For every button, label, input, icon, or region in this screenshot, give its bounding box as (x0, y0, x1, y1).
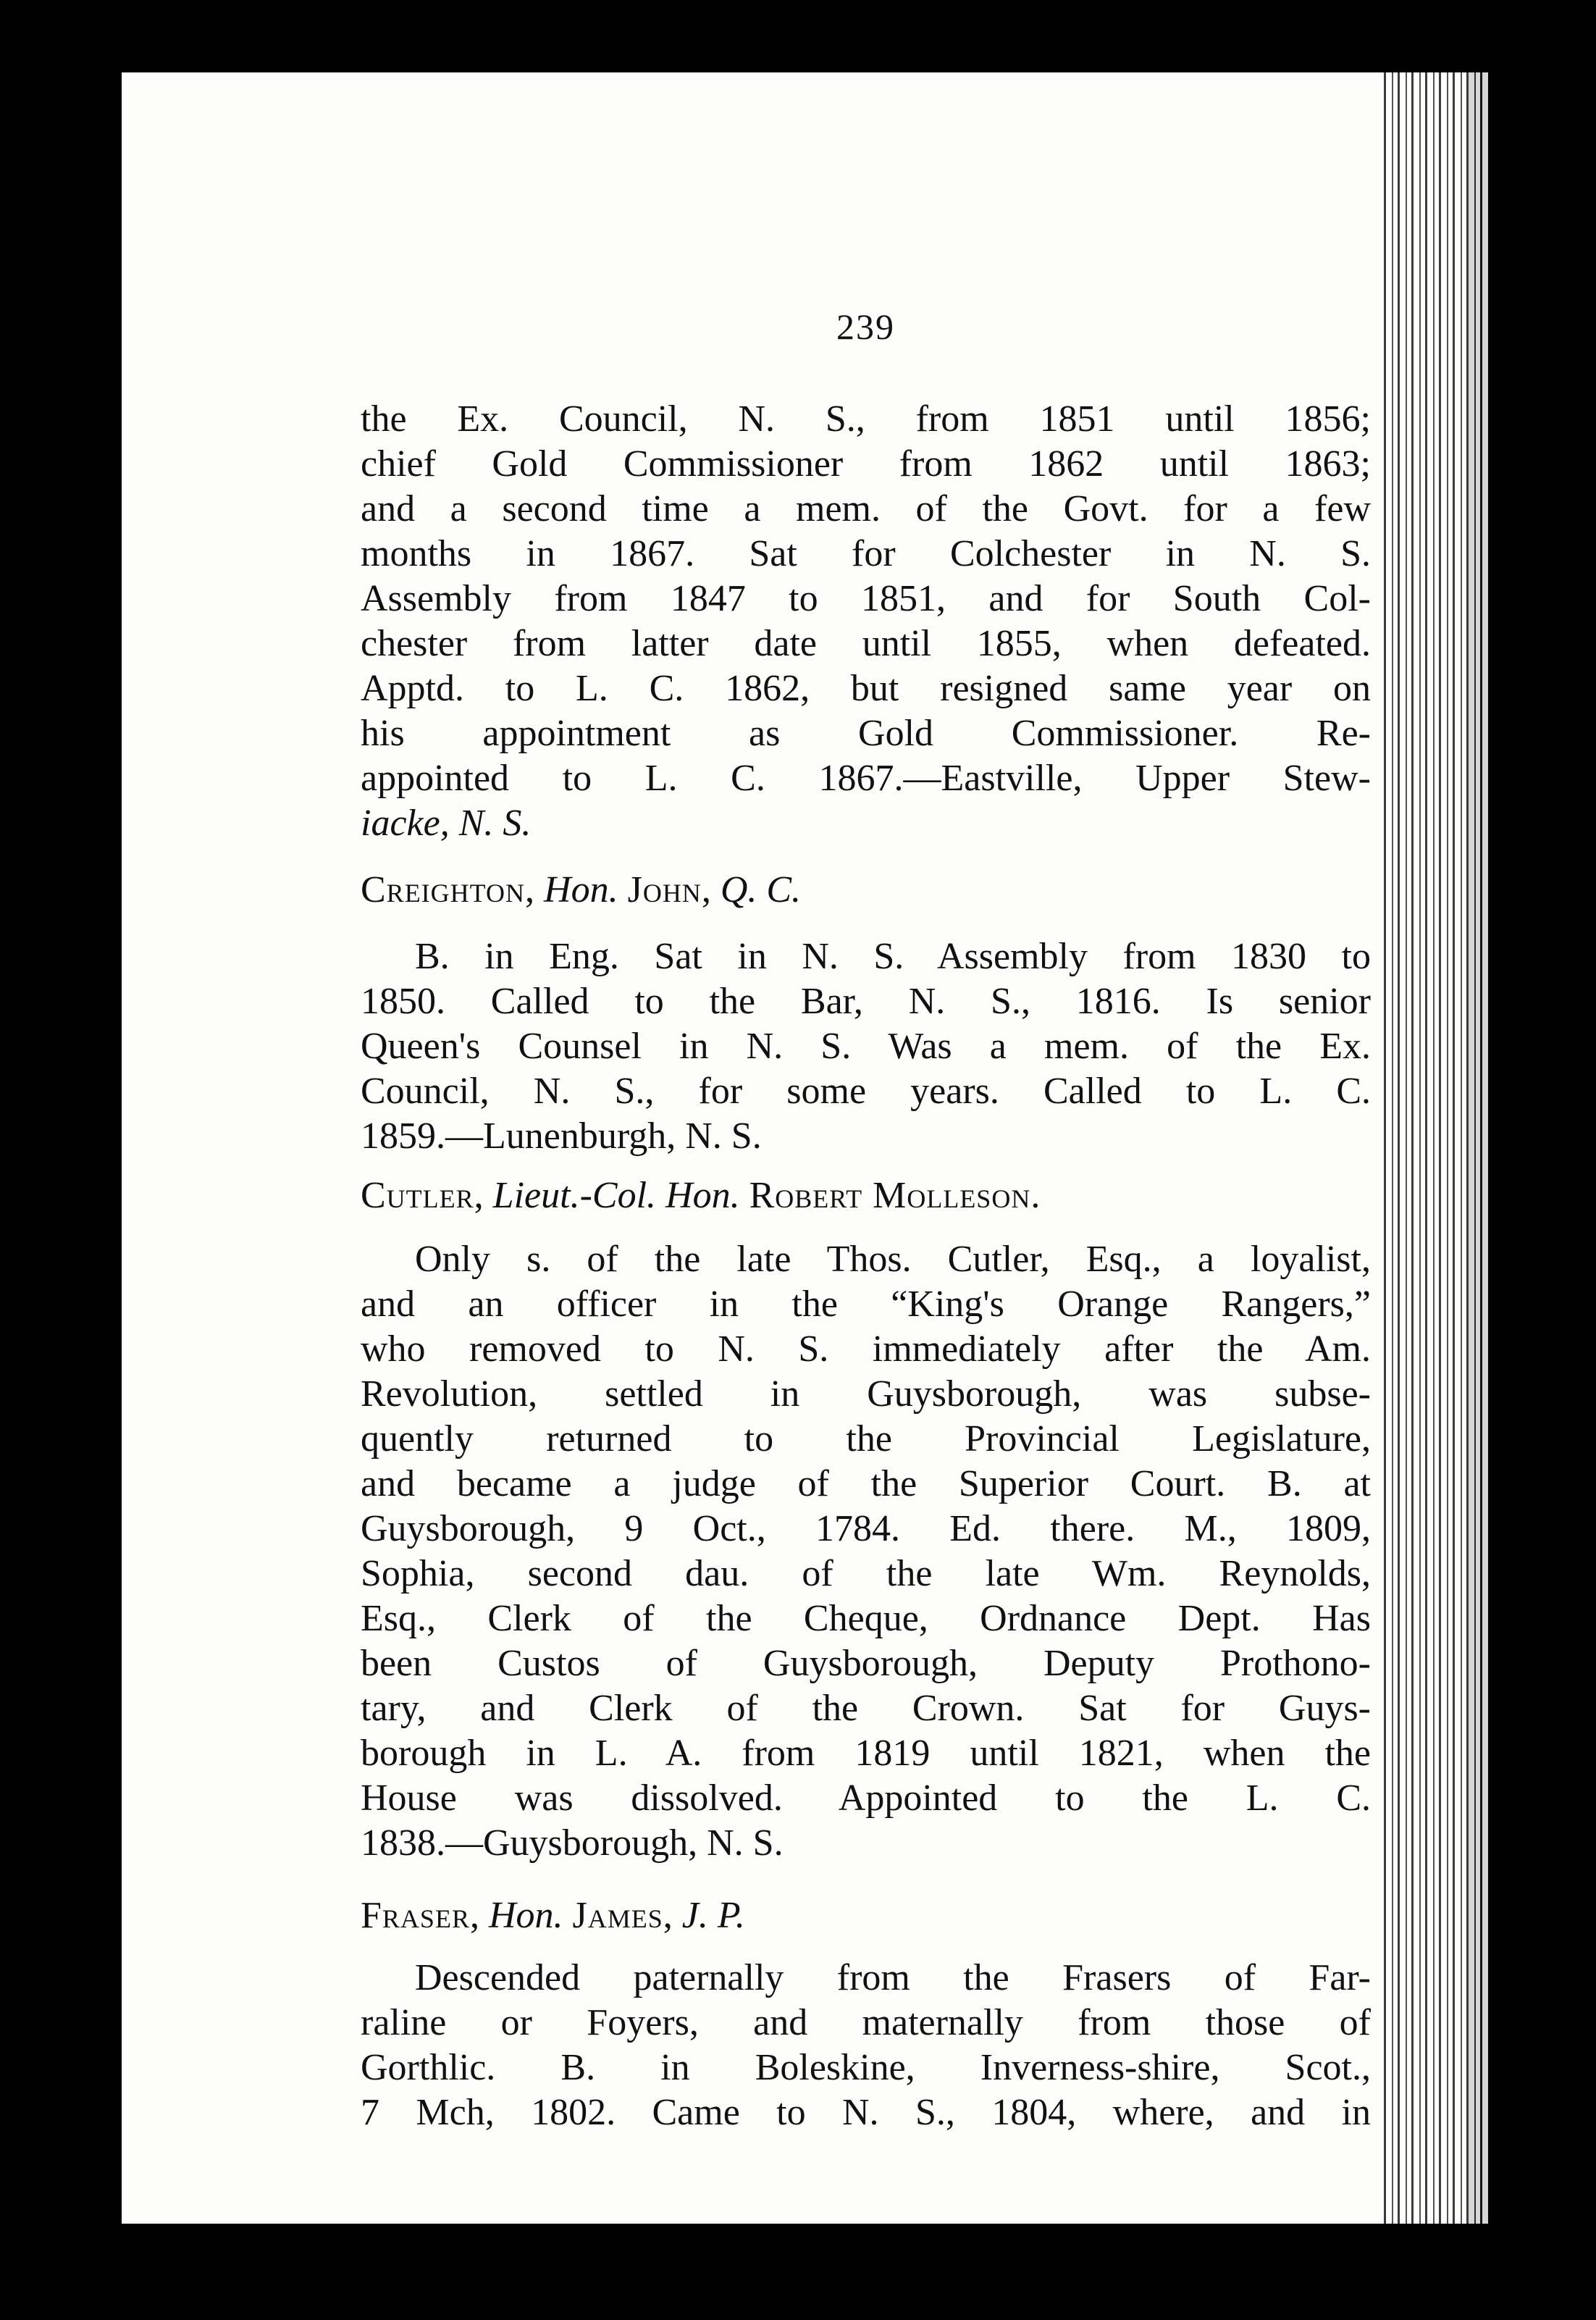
book-page (122, 72, 1469, 2224)
text-line: Queen's Counsel in N. S. Was a mem. of the Ex. (361, 1026, 1371, 1067)
text-line: his appointment as Gold Commissioner. Re- (361, 713, 1371, 754)
heading-suffix: Q. C. (720, 869, 802, 910)
entry-heading-cutler: Cutler, Lieut.-Col. Hon. Robert Molleson. (361, 1175, 1041, 1216)
text-line: Descended paternally from the Frasers of Far- (415, 1957, 1371, 1998)
text-line: Sophia, second dau. of the late Wm. Reynolds, (361, 1553, 1371, 1594)
text-line: been Custos of Guysborough, Deputy Prothono- (361, 1643, 1371, 1684)
text-line: chester from latter date until 1855, when defeated. (361, 623, 1371, 664)
heading-title: Hon. (488, 1895, 563, 1936)
text-line: 7 Mch, 1802. Came to N. S., 1804, where, and in (361, 2092, 1371, 2133)
text-line: 1859.—Lunenburgh, N. S. (361, 1115, 762, 1157)
text-line: Apptd. to L. C. 1862, but resigned same year on (361, 668, 1371, 709)
text-line: who removed to N. S. immediately after the Am. (361, 1328, 1371, 1370)
text-line: Guysborough, 9 Oct., 1784. Ed. there. M., 1809, (361, 1508, 1371, 1549)
text-line: chief Gold Commissioner from 1862 until 1863; (361, 443, 1371, 485)
heading-given-name: Robert Molleson. (749, 1175, 1041, 1216)
heading-surname: Fraser (361, 1895, 470, 1936)
text-line: and became a judge of the Superior Court. B. at (361, 1463, 1371, 1504)
heading-given-name: James (572, 1895, 663, 1936)
text-line: 1838.—Guysborough, N. S. (361, 1822, 784, 1864)
binding-shadow (1492, 72, 1596, 2320)
text-line: iacke, N. S. (361, 803, 532, 844)
text-line: tary, and Clerk of the Crown. Sat for Guys- (361, 1688, 1371, 1729)
text-line: and a second time a mem. of the Govt. for a few (361, 488, 1371, 529)
page-number: 239 (836, 306, 895, 347)
text-line: quently returned to the Provincial Legislature, (361, 1418, 1371, 1460)
text-line: 1850. Called to the Bar, N. S., 1816. Is senior (361, 981, 1371, 1022)
text-line: months in 1867. Sat for Colchester in N. S. (361, 533, 1371, 574)
text-line: raline or Foyers, and maternally from those of (361, 2002, 1371, 2043)
text-line: Council, N. S., for some years. Called to L. C. (361, 1071, 1371, 1112)
heading-title: Lieut.-Col. Hon. (492, 1175, 740, 1216)
text-line: Assembly from 1847 to 1851, and for South Col- (361, 578, 1371, 619)
text-line: B. in Eng. Sat in N. S. Assembly from 1830 to (415, 936, 1371, 977)
text-line: Esq., Clerk of the Cheque, Ordnance Dept. Has (361, 1598, 1371, 1639)
heading-title: Hon. (544, 869, 618, 910)
text-line: the Ex. Council, N. S., from 1851 until 1856; (361, 398, 1371, 440)
page-edge-texture (1379, 72, 1488, 2224)
text-line: Only s. of the late Thos. Cutler, Esq., a loyalist, (415, 1239, 1371, 1280)
heading-surname: Creighton (361, 869, 526, 910)
heading-given-name: John (627, 869, 702, 910)
text-line: appointed to L. C. 1867.—Eastville, Upper Stew- (361, 758, 1371, 799)
heading-surname: Cutler (361, 1175, 474, 1216)
entry-heading-fraser: Fraser, Hon. James, J. P. (361, 1895, 745, 1936)
text-line: House was dissolved. Appointed to the L. C. (361, 1777, 1371, 1819)
text-line: Gorthlic. B. in Boleskine, Inverness-shire, Scot., (361, 2047, 1371, 2088)
heading-suffix: J. P. (681, 1895, 745, 1936)
entry-heading-creighton: Creighton, Hon. John, Q. C. (361, 869, 802, 910)
text-line: Revolution, settled in Guysborough, was subse- (361, 1373, 1371, 1415)
text-line: and an officer in the “King's Orange Rangers,” (361, 1283, 1371, 1325)
text-line: borough in L. A. from 1819 until 1821, when the (361, 1733, 1371, 1774)
